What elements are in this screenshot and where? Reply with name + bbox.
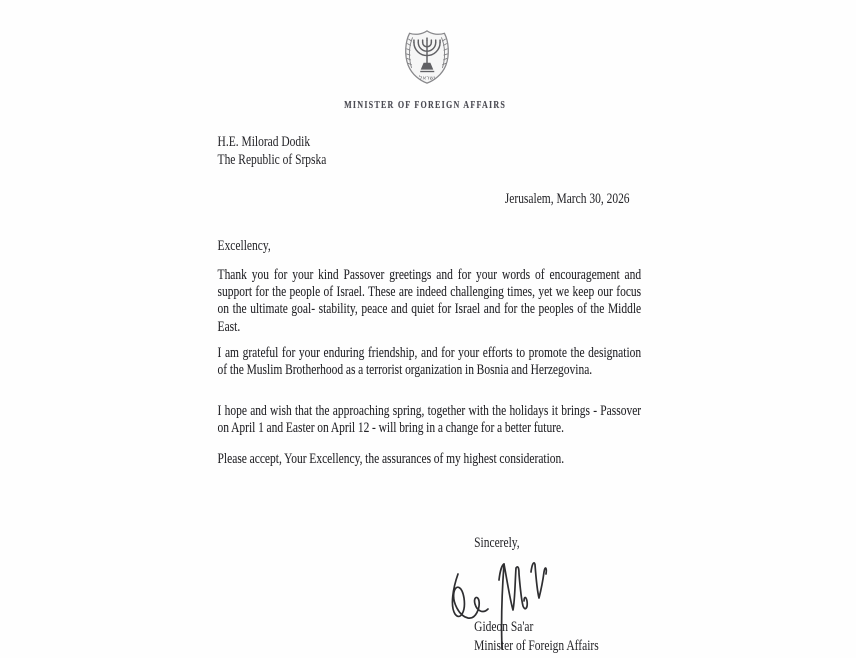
handwritten-signature (446, 556, 552, 653)
recipient-block (218, 134, 327, 169)
letter-paragraph: Thank you for your kind Passover greetings and for your words of encouragement and support for the people of Israel. These are indeed challenging times, yet we keep our focus on the ultimate goal- stability, peace and quiet for Israel and for the peoples of the Middle East. (217, 267, 642, 335)
letter-paragraph: I am grateful for your enduring friendship, and for your efforts to promote the designation of the Muslim Brotherhood as a terrorist organization in Bosnia and Herzegovina. (217, 345, 642, 379)
salutation: Excellency, (217, 238, 271, 254)
letter-paragraph: I hope and wish that the approaching spring, together with the holidays it brings - Passover on April 1 and Easter on April 12 - will bring in a change for a better future. (217, 403, 642, 437)
signer-title: Minister of Foreign Affairs (474, 638, 599, 654)
emblem-hebrew-text: ישראל (419, 75, 435, 82)
dateline: Jerusalem, March 30, 2026 (504, 191, 630, 207)
ministry-title: MINISTER OF FOREIGN AFFAIRS (344, 100, 507, 111)
signer-name: Gideon Sa'ar (474, 619, 534, 635)
letter-paragraph: Please accept, Your Excellency, the assurances of my highest consideration. (217, 451, 565, 467)
recipient-name: H.E. Milorad Dodik (217, 134, 311, 150)
valediction: Sincerely, (474, 535, 520, 551)
recipient-entity: The Republic of Srpska (217, 151, 327, 168)
